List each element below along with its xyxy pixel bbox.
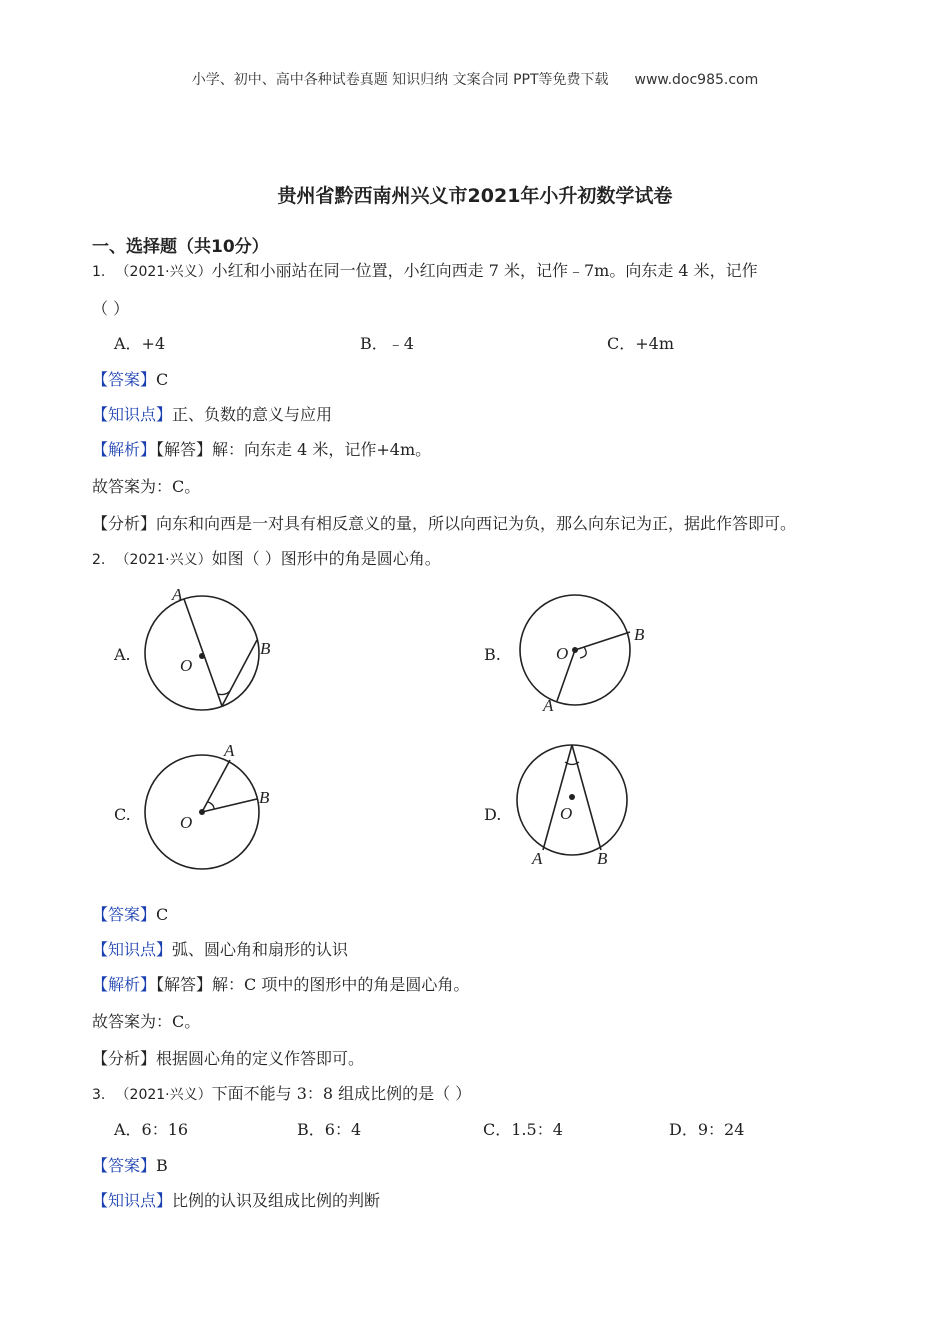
center-dot: [199, 809, 205, 815]
q2-answer-line: [92, 902, 168, 925]
answer-tag: 【答案】: [92, 370, 157, 389]
q2-option-c-label: C.: [114, 805, 131, 824]
q1-analysis: 【解答】解：向东走 4 米，记作+4m。: [156, 440, 432, 459]
q1-knowledge: 正、负数的意义与应用: [172, 405, 333, 424]
knowledge-tag: 【知识点】: [92, 940, 173, 959]
q2-thinking-line: [92, 1046, 364, 1069]
q3-option-b: B．6：4: [297, 1120, 362, 1139]
point-o: O: [560, 804, 573, 823]
point-o: O: [180, 656, 193, 675]
q2-knowledge-line: [92, 937, 348, 960]
q3-stem: 下面不能与 3：8 组成比例的是（ ）: [211, 1084, 472, 1103]
q2-analysis: 【解答】解：C 项中的图形中的角是圆心角。: [156, 975, 470, 994]
q3-answer-line: [92, 1153, 168, 1176]
document-title: 贵州省黔西南州兴义市2021年小升初数学试卷: [277, 185, 673, 207]
chord-b: [572, 745, 601, 850]
point-o: O: [180, 813, 193, 832]
page-header: [0, 69, 950, 89]
q1-knowledge-line: [92, 402, 332, 425]
q2-figure-d: [510, 738, 640, 873]
q2-figure-b: [510, 580, 655, 715]
q3-knowledge: 比例的认识及组成比例的判断: [172, 1191, 381, 1210]
q1-stem: 小红和小丽站在同一位置，小红向西走 7 米，记作﹣7m。向东走 4 米，记作: [211, 261, 758, 280]
q2-conclusion: 故答案为：C。: [92, 1012, 201, 1031]
q1-analysis-line: [92, 437, 431, 460]
answer-tag: 【答案】: [92, 1156, 157, 1175]
q1-thinking: 向东和向西是一对具有相反意义的量，所以向西记为负，那么向东记为正，据此作答即可。: [156, 514, 797, 533]
q3-stem-line: [92, 1081, 471, 1104]
q2-stem: 如图（ ）图形中的角是圆心角。: [211, 549, 441, 568]
point-a: A: [172, 585, 183, 604]
q2-option-d-label: D.: [484, 805, 502, 824]
q2-source: （2021·兴义）: [115, 552, 212, 568]
q2-knowledge: 弧、圆心角和扇形的认识: [172, 940, 349, 959]
q1-option-c: C．+4m: [607, 334, 675, 353]
header-text: 小学、初中、高中各种试卷真题 知识归纳 文案合同 PPT等免费下载: [191, 72, 609, 88]
thinking-tag: 【分析】: [92, 514, 157, 533]
q3-knowledge-line: [92, 1188, 380, 1211]
q2-answer: C: [156, 905, 169, 924]
analysis-tag: 【解析】: [92, 440, 157, 459]
center-dot: [569, 794, 575, 800]
q1-source: （2021·兴义）: [115, 264, 212, 280]
q1-answer: C: [156, 370, 169, 389]
answer-tag: 【答案】: [92, 905, 157, 924]
point-a: A: [543, 696, 554, 715]
q3-option-d: D．9：24: [669, 1120, 745, 1139]
radius-ob: [202, 799, 257, 812]
q1-number: 1.: [92, 264, 106, 280]
q1-thinking-line: [92, 511, 796, 534]
q1-answer-line: [92, 367, 168, 390]
q1-blank: （ ）: [92, 299, 130, 318]
radius-oa: [202, 760, 230, 812]
q2-thinking: 根据圆心角的定义作答即可。: [156, 1049, 365, 1068]
q2-option-a-label: A.: [114, 645, 131, 664]
header-url[interactable]: www.doc985.com: [634, 72, 759, 88]
q2-stem-line: [92, 546, 441, 569]
section-heading: 一、选择题（共10分）: [92, 237, 269, 257]
knowledge-tag: 【知识点】: [92, 1191, 173, 1210]
center-dot: [572, 647, 578, 653]
q2-figure-c: [140, 738, 280, 873]
q3-number: 3.: [92, 1087, 106, 1103]
q2-figure-a: [140, 580, 280, 715]
q1-stem-line: [92, 258, 758, 281]
point-a: A: [224, 741, 235, 760]
q2-option-b-label: B.: [484, 645, 501, 664]
q3-source: （2021·兴义）: [115, 1087, 212, 1103]
center-dot: [199, 653, 205, 659]
angle-arc: [208, 802, 214, 809]
q3-option-c: C．1.5：4: [483, 1120, 563, 1139]
point-b: B: [597, 849, 608, 868]
q1-option-b: B．﹣4: [360, 334, 414, 353]
point-a: A: [532, 849, 543, 868]
q1-conclusion: 故答案为：C。: [92, 477, 201, 496]
chord-ao: [184, 599, 222, 706]
q2-analysis-line: [92, 972, 469, 995]
chord-a: [543, 745, 572, 850]
point-b: B: [260, 639, 271, 658]
thinking-tag: 【分析】: [92, 1049, 157, 1068]
q3-answer: B: [156, 1156, 168, 1175]
analysis-tag: 【解析】: [92, 975, 157, 994]
point-b: B: [634, 625, 645, 644]
point-b: B: [259, 788, 270, 807]
q1-option-a: A．+4: [114, 334, 166, 353]
q3-option-a: A．6：16: [114, 1120, 189, 1139]
radius-ob: [575, 632, 630, 650]
q2-number: 2.: [92, 552, 106, 568]
point-o: O: [556, 644, 569, 663]
knowledge-tag: 【知识点】: [92, 405, 173, 424]
